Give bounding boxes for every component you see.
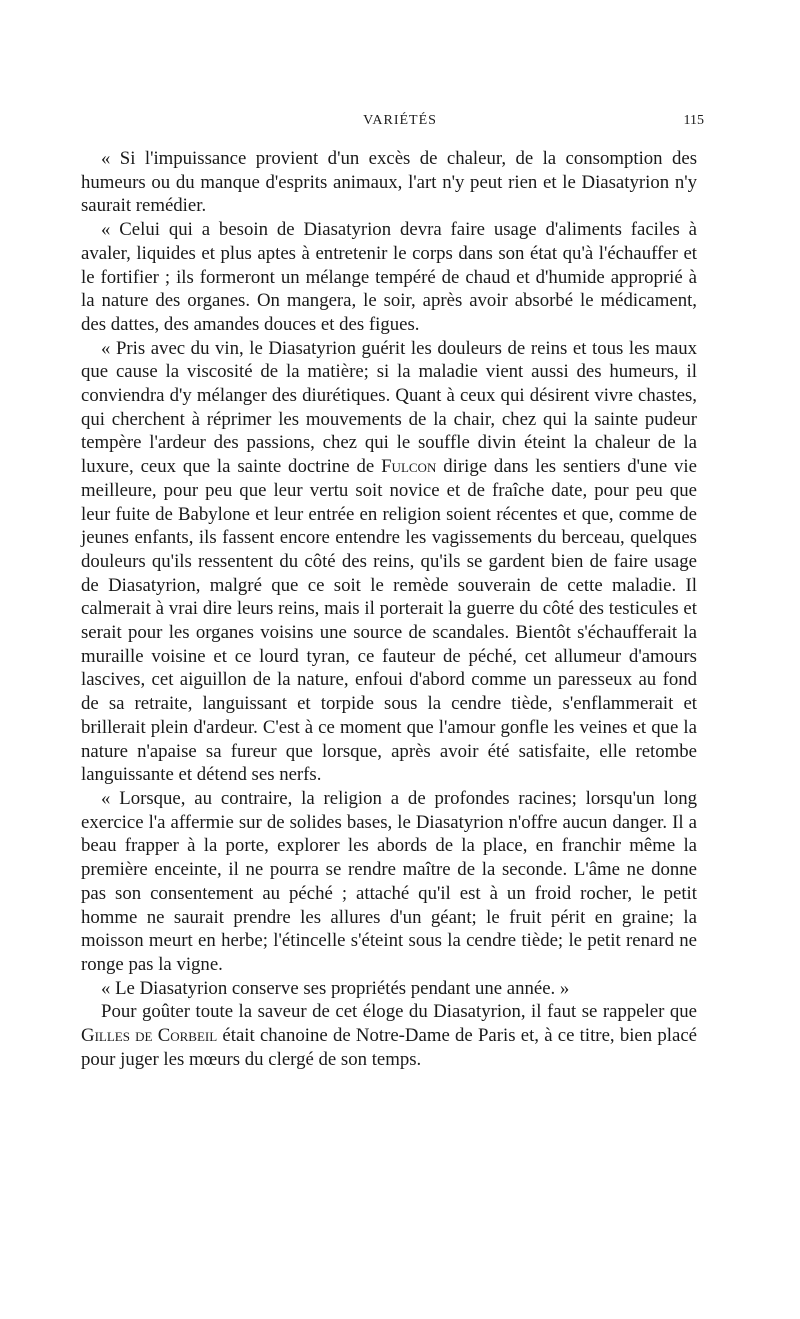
paragraph-3-text-after: dirige dans les sentiers d'une vie meilleure, pour peu que leur vertu soit novice et de fraîche date, pour peu que leur fuite de Babylone et leur entrée en religion soient récentes et que, comme de jeunes enfants, ils fassent encore entendre les vagissements du berceau, quelques douleurs qu'ils ressentent du côté des reins, qu'ils se gardent bien de faire usage de Diasatyrion, malgré que ce soit le remède souverain de cette maladie. Il calmerait à vrai dire leurs reins, mais il porterait la guerre du côté des testicules et serait pour les organes voisins une source de scandales. Bientôt s'échaufferait la muraille voisine et ce lourd tyran, ce fauteur de péché, cet allumeur d'amours lascives, cet aiguillon de la nature, enfoui d'abord comme un paresseux au fond de sa retraite, languissant et torpide sous la cendre tiède, s'enflammerait et brillerait plein d'ardeur. C'est à ce moment que l'amour gonfle les veines et que la nature n'apaise sa fureur que lorsque, après avoir été satisfaite, elle retombe languissante et détend ses nerfs.	[81, 456, 697, 786]
paragraph-4-text: « Lorsque, au contraire, la religion a de profondes racines; lorsqu'un long exercice l'a affermie sur de solides bases, le Diasatyrion n'offre aucun danger. Il a beau frapper à la porte, explorer les abords de la place, en franchir même la première enceinte, il ne pourra se rendre maître de la seconde. L'âme ne donne pas son consentement au péché ; attaché qu'il est à un froid rocher, le petit homme ne saurait prendre les allures d'un géant; le fruit périt en graine; la moisson meurt en herbe; l'étincelle s'éteint sous la cendre tiède; le petit renard ne ronge pas la vigne.	[81, 787, 697, 975]
paragraph-1	[81, 147, 697, 218]
body-text	[81, 147, 697, 1071]
paragraph-6-text-after: était chanoine de Notre-Dame de Paris et, à ce titre, bien placé pour juger les mœurs du clergé de son temps.	[81, 1025, 697, 1070]
paragraph-6-text-before: Pour goûter toute la saveur de cet éloge du Diasatyrion, il faut se rappeler que	[101, 1001, 697, 1023]
paragraph-4	[81, 787, 697, 977]
page-number: 115	[683, 113, 704, 128]
person-name-fulcon: Fulcon	[381, 456, 437, 478]
paragraph-2-text: « Celui qui a besoin de Diasatyrion devra faire usage d'aliments faciles à avaler, liquides et plus aptes à entretenir le corps dans son état qu'à l'échauffer et le fortifier ; ils formeront un mélange tempéré de chaud et d'humide approprié à la nature des organes. On mangera, le soir, après avoir absorbé le médicament, des dattes, des amandes douces et des figues.	[81, 219, 697, 335]
paragraph-3	[81, 337, 697, 787]
page-header	[0, 113, 800, 135]
paragraph-5	[81, 977, 697, 1001]
paragraph-2	[81, 218, 697, 337]
paragraph-3-text-before: « Pris avec du vin, le Diasatyrion guérit les douleurs de reins et tous les maux que cause la viscosité de la matière; si la maladie vient aussi des humeurs, il conviendra d'y mélanger des diurétiques. Quant à ceux qui désirent vivre chastes, qui cherchent à réprimer les mouvements de la chair, chez qui la sainte pudeur tempère l'ardeur des passions, chez qui le souffle divin éteint la chaleur de la luxure, ceux que la sainte doctrine de	[81, 337, 697, 478]
person-name-gilles-de-corbeil: Gilles de Corbeil	[81, 1025, 218, 1047]
paragraph-5-text: « Le Diasatyrion conserve ses propriétés pendant une année. »	[101, 977, 570, 999]
running-title: VARIÉTÉS	[363, 113, 437, 128]
paragraph-1-text: « Si l'impuissance provient d'un excès de chaleur, de la consomption des humeurs ou du manque d'esprits animaux, l'art n'y peut rien et le Diasatyrion n'y saurait remédier.	[81, 148, 697, 217]
paragraph-6	[81, 1000, 697, 1071]
